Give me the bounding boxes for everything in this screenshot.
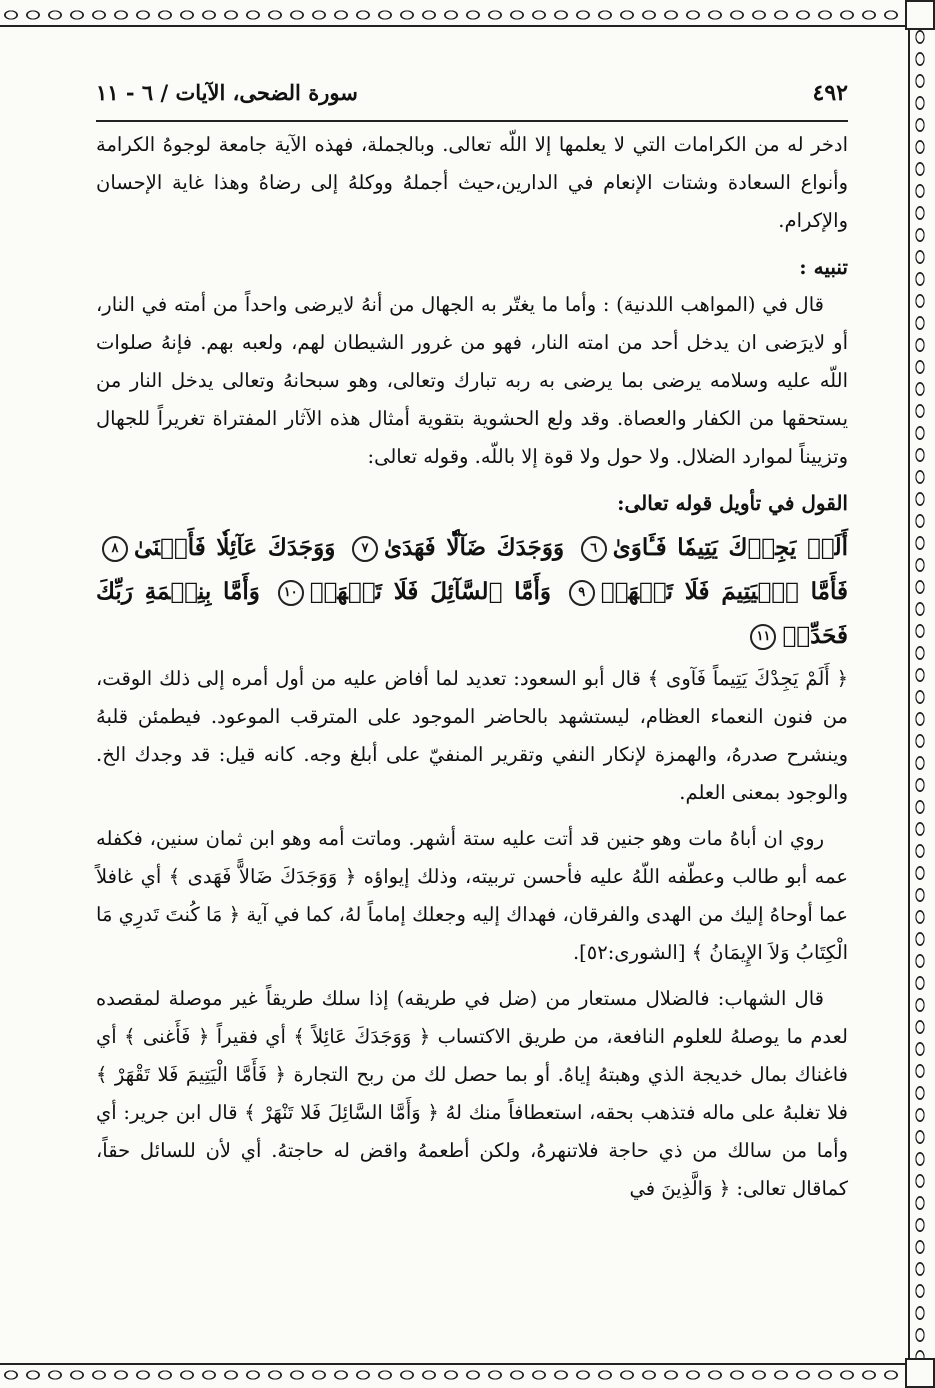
border-corner-bottom-right [905,1358,935,1388]
quran-verse-11: وَأَمَّا بِنِعۡمَةِ رَبِّكَ فَحَدِّثۡ [96,578,848,649]
quran-verse-8: وَوَجَدَكَ عَآئِلٗا فَأَغۡنَىٰ [134,534,336,561]
ornamental-border-bottom [0,1360,935,1388]
surah-title: سورة الضحى، الآيات / ٦ - ١١ [96,80,358,105]
paragraph-5: قال الشهاب: فالضلال مستعار من (ضل في طريقه) إذا سلك طريقاً غير موصلة لمقصده لعدم ما يوصلهُ للعلوم النافعة، من طريق الاكتساب ﴿ وَوَجَدَكَ عَائِلاً ﴾ أي فقيراً ﴿ فَأَغنى ﴾ أي فاغناك بمال خديجة الذي وهبتهُ إياهُ. أو بما حصل لك من ربح التجارة ﴿ فَأَمَّا الْيَتِيمَ فَلا تَقْهَرْ ﴾ فلا تغلبهُ على ماله فتذهب بحقه، استعطافاً منك لهُ ﴿ وَأَمَّا السَّائِلَ فَلا تَنْهَرْ ﴾ قال ابن جرير: أي وأما من سالك من ذي حاجة فلاتنهرهُ، ولكن أطعمهُ واقض له حاجتهُ. أي لأن للسائل حقاً، كماقال تعالى: ﴿ وَالَّذِينَ في [96,987,849,1200]
tafsir-heading: القول في تأويل قوله تعالى: [617,491,848,515]
tanbih-heading: تنبيه : [799,255,848,279]
ayah-number-7: ٧ [352,536,378,562]
paragraph-1: ادخر له من الكرامات التي لا يعلمها إلا اللّه تعالى. وبالجملة، فهذه الآية جامعة لوجوهُ الكرامة وأنواع السعادة وشتات الإنعام في الدارين،حيث أجملهُ ووكلهُ إلى رضاهُ وهذا غاية الإحسان والإكرام. [96,133,848,232]
page-number: ٤٩٢ [812,80,848,106]
border-corner-top-right [905,0,935,30]
ayah-number-9: ٩ [569,580,595,606]
ornamental-border-right [905,26,935,1364]
paragraph-3: ﴿ أَلَمْ يَجِدْكَ يَتِيماً فَآوى ﴾ قال أبو السعود: تعديد لما أفاض عليه من أول أمره إلى ذلك الوقت، من فنون النعماء العظام، ليستشهد بالحاضر الموجود على المترقب الموعود. فيطمئن قلبهُ وينشرح صدرهُ، والهمزة لإنكار النفي وتقرير المنفيّ على أبلغ وجه. كانه قيل: قد وجدك الخ. والوجود بمعنى العلم. [96,667,848,804]
ayah-number-6: ٦ [581,536,607,562]
page-content [96,80,848,1208]
ayah-number-10: ١٠ [278,580,304,606]
ayah-number-8: ٨ [102,536,128,562]
running-header [96,80,848,122]
paragraph-2: قال في (المواهب اللدنية) : وأما ما يغتّر به الجهال من أنهُ لايرضى واحداً من أمته في النار، أو لايرَضى ان يدخل أحد من امته النار، فهو من غرور الشيطان لهم، ولعبه بهم. فإنهُ صلوات اللّه عليه وسلامه يرضى بما يرضى به ربه تبارك وتعالى، وهو سبحانهُ وتعالى يدخل النار من يستحقها من الكفار والعصاة. وقد ولع الحشوية بتقوية أمثال هذه الآثار المفتراة تغريراً للجهال وتزييناً لموارد الضلال. ولا حول ولا قوة إلا باللّه. وقوله تعالى: [96,293,848,468]
quran-verse-7: وَوَجَدَكَ ضَآلّٗا فَهَدَىٰ [384,534,565,561]
quran-verse-6: أَلَمۡ يَجِدۡكَ يَتِيمٗا فَـَٔاوَىٰ [612,534,848,561]
quran-verse-10: وَأَمَّا ٱلسَّآئِلَ فَلَا تَنۡهَرۡ [309,578,551,605]
ornamental-border-top [0,0,935,30]
ayah-number-11: ١١ [750,624,776,650]
quran-verses [96,526,848,658]
quran-verse-9: فَأَمَّا ٱلۡيَتِيمَ فَلَا تَقۡهَرۡ [600,578,848,605]
paragraph-4: روي ان أباهُ مات وهو جنين قد أتت عليه ستة أشهر. وماتت أمه وهو ابن ثمان سنين، فكفله عمه أبو طالب وعطّفه اللّهُ عليه فأحسن تربيته، وذلك إيواؤه ﴿ وَوَجَدَكَ ضَالاًّ فَهَدى ﴾ أي غافلاً عما أوحاهُ إليك من الهدى والفرقان، فهداك إليه وجعلك إماماً لهُ، كما في آية ﴿ مَا كُنتَ تَدرِي مَا الْكِتَابُ وَلاَ الإِيمَانُ ﴾ [الشورى:٥٢]. [96,827,848,964]
